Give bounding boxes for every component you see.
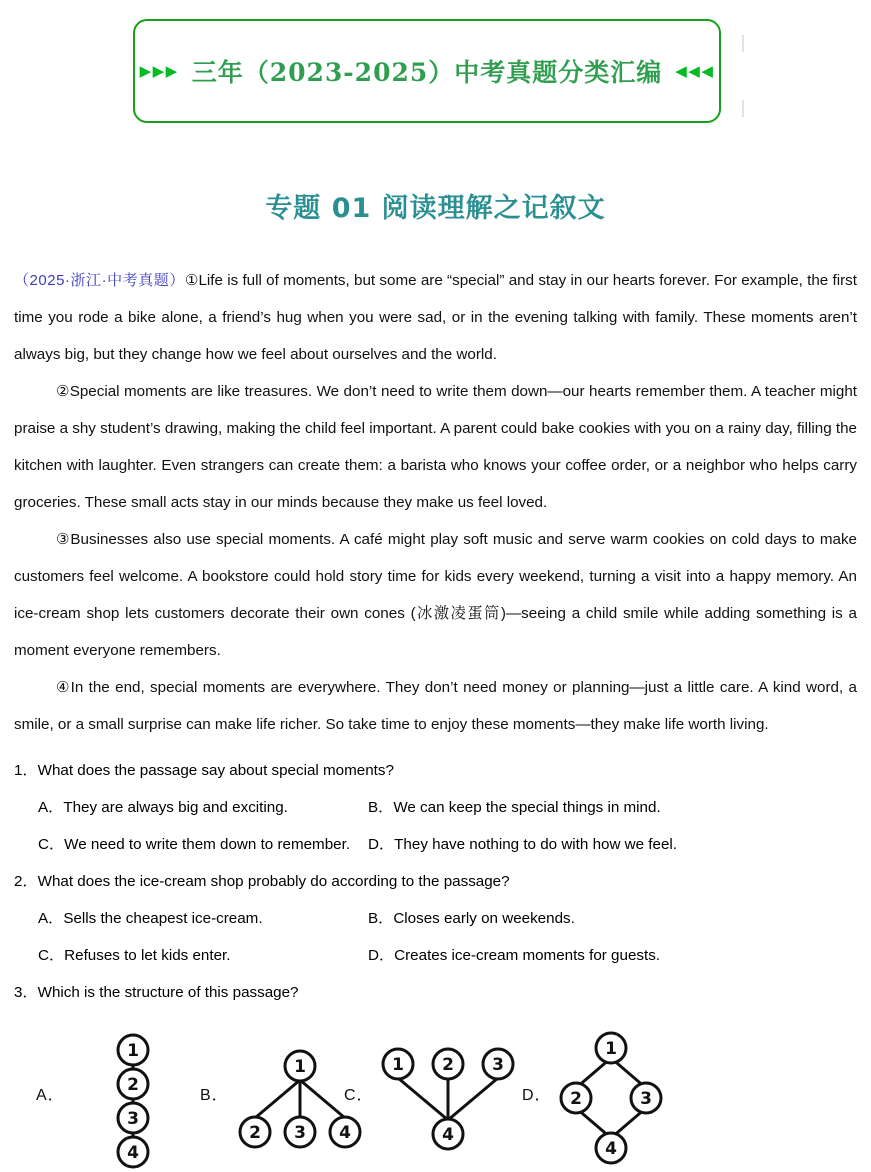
option-text: We can keep the special things in mind. xyxy=(393,799,661,816)
structure-diagram-a xyxy=(78,1020,188,1172)
question-2-option-a[interactable] xyxy=(38,900,368,937)
structure-choice-a-label: A． xyxy=(36,1087,65,1104)
structure-choice-d[interactable] xyxy=(522,1020,702,1172)
question-2-text: What does the ice-cream shop probably do according to the passage? xyxy=(37,873,510,890)
svg-text:2: 2 xyxy=(570,1089,582,1109)
option-label: D． xyxy=(368,947,395,964)
questions-list xyxy=(14,752,857,1011)
question-2-options-row-2 xyxy=(14,937,857,974)
option-text: Creates ice-cream moments for guests. xyxy=(394,947,661,964)
passage-paragraph-4 xyxy=(14,669,857,743)
svg-text:4: 4 xyxy=(339,1123,351,1143)
svg-text:1: 1 xyxy=(127,1041,139,1061)
svg-text:3: 3 xyxy=(294,1123,306,1143)
question-2-stem xyxy=(14,863,857,900)
option-text: We need to write them down to remember. xyxy=(64,836,351,853)
option-label: C． xyxy=(38,947,65,964)
paragraph-text-4: In the end, special moments are everywhere. They don’t need money or planning—just a little care. A kind word, a smile, or a small surprise can make life richer. So take time to enjoy these moments—they make life worth living. xyxy=(14,679,857,733)
paragraph-text-2: Special moments are like treasures. We don’t need to write them down—our hearts remember them. A teacher might praise a shy student’s drawing, making the child feel important. A parent could bake cookies with you on a rainy day, filling the kitchen with laughter. Even strangers can create them: a barista who knows your coffee order, or a neighbor who helps carry groceries. These small acts stay in our minds because they make us feel loved. xyxy=(14,383,857,511)
svg-text:4: 4 xyxy=(605,1139,617,1159)
question-2-options-row-1 xyxy=(14,900,857,937)
question-3-stem xyxy=(14,974,857,1011)
passage-paragraph-2 xyxy=(14,373,857,521)
svg-text:3: 3 xyxy=(127,1109,139,1129)
triangle-right-icon: ▶▶▶ xyxy=(139,62,179,80)
passage-body xyxy=(14,262,857,743)
question-3-text: Which is the structure of this passage? xyxy=(37,984,299,1001)
structure-choice-c-label: C． xyxy=(344,1087,374,1104)
option-text: They have nothing to do with how we feel. xyxy=(394,836,677,853)
svg-text:3: 3 xyxy=(640,1089,652,1109)
passage-paragraph-3 xyxy=(14,521,857,669)
structure-choice-d-label: D． xyxy=(522,1087,552,1104)
structure-choice-b-label: B． xyxy=(200,1087,229,1104)
structure-diagram-d xyxy=(556,1020,686,1172)
option-text: They are always big and exciting. xyxy=(63,799,288,816)
question-1-options-row-1 xyxy=(14,789,857,826)
svg-text:4: 4 xyxy=(127,1143,139,1163)
structure-choices xyxy=(0,1020,871,1172)
question-1-option-a[interactable] xyxy=(38,789,368,826)
question-1-text: What does the passage say about special moments? xyxy=(37,762,394,779)
question-2-option-d[interactable] xyxy=(368,937,660,974)
svg-text:1: 1 xyxy=(294,1057,306,1077)
question-1-stem xyxy=(14,752,857,789)
passage-paragraph-1 xyxy=(14,262,857,373)
question-2-option-c[interactable] xyxy=(38,937,368,974)
option-text: Closes early on weekends. xyxy=(393,910,575,927)
triangle-left-icon: ◀◀◀ xyxy=(675,62,715,80)
structure-choice-a[interactable] xyxy=(36,1020,196,1172)
question-1-option-d[interactable] xyxy=(368,826,677,863)
option-text: Refuses to let kids enter. xyxy=(64,947,231,964)
option-label: A． xyxy=(38,910,64,927)
question-2-option-b[interactable] xyxy=(368,900,575,937)
paragraph-marker-4: ④ xyxy=(56,679,71,696)
page-title: 专题 01 阅读理解之记叙文 xyxy=(265,193,606,224)
paragraph-text-3: Businesses also use special moments. A café might play soft music and serve warm cookies on cold days to make customers feel welcome. A bookstore could hold story time for kids every weekend, turning a visit into a happy memory. An ice-cream shop lets customers decorate their own cones (冰激凌蛋筒)—seeing a child smile while adding something is a moment everyone remembers. xyxy=(14,531,857,659)
header-banner xyxy=(133,19,721,123)
svg-text:2: 2 xyxy=(127,1075,139,1095)
option-label: B． xyxy=(368,799,394,816)
banner-title: 三年（2023-2025）中考真题分类汇编 xyxy=(191,58,663,87)
margin-tick-bottom xyxy=(742,100,744,117)
svg-text:2: 2 xyxy=(249,1123,261,1143)
margin-tick-top xyxy=(742,35,744,52)
svg-text:1: 1 xyxy=(392,1055,404,1075)
option-label: B． xyxy=(368,910,394,927)
option-label: A． xyxy=(38,799,64,816)
banner-box xyxy=(133,19,721,123)
svg-text:3: 3 xyxy=(492,1055,504,1075)
paragraph-marker-2: ② xyxy=(56,383,70,400)
structure-diagram-c xyxy=(376,1020,521,1172)
question-1-options-row-2 xyxy=(14,826,857,863)
question-1-number: 1． xyxy=(14,762,38,779)
svg-text:4: 4 xyxy=(442,1125,454,1145)
paragraph-marker-3: ③ xyxy=(56,531,71,548)
structure-choice-c[interactable] xyxy=(344,1020,534,1172)
option-text: Sells the cheapest ice-cream. xyxy=(63,910,263,927)
question-1-option-b[interactable] xyxy=(368,789,661,826)
option-label: D． xyxy=(368,836,395,853)
paragraph-text-1: Life is full of moments, but some are “special” and stay in our hearts forever. For example, the first time you rode a bike alone, a friend’s hug when you were sad, or in the evening talking with family. These moments aren’t always big, but they change how we feel about ourselves and the world. xyxy=(14,272,857,363)
paragraph-marker-1: ① xyxy=(184,272,199,289)
question-3-number: 3． xyxy=(14,984,38,1001)
svg-text:2: 2 xyxy=(442,1055,454,1075)
question-1-option-c[interactable] xyxy=(38,826,368,863)
svg-text:1: 1 xyxy=(605,1039,617,1059)
question-2-number: 2． xyxy=(14,873,38,890)
option-label: C． xyxy=(38,836,65,853)
source-tag: （2025·浙江·中考真题） xyxy=(14,272,185,289)
